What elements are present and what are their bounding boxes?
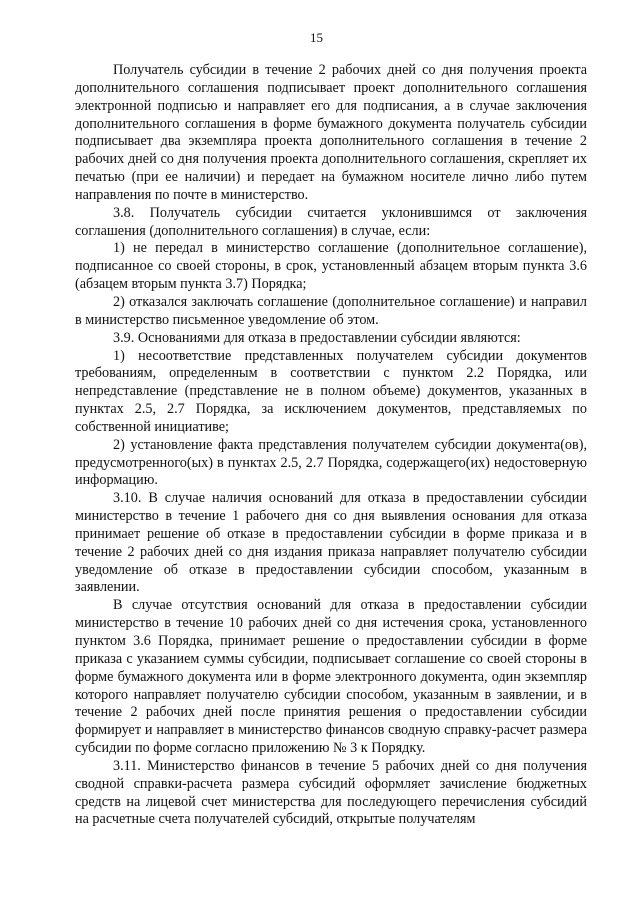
paragraph-3-9-item-1: 1) несоответствие представленных получателем субсидии документов требованиям, определенным в соответствии с пунктом 2.2 Порядка, или непредставление (представление не в полном объеме) документов, указанных в пунктах 2.5, 2.7 Порядка, за исключением документов, представляемых по собственной инициативе; [75, 347, 587, 435]
page-number: 15 [310, 30, 323, 45]
paragraph-3-11: 3.11. Министерство финансов в течение 5 рабочих дней со дня получения сводной справки-расчета размера субсидий оформляет зачисление бюджетных средств на лицевой счет министерства для последующего перечисления субсидий на расчетные счета получателей субсидий, открытые получателям [75, 757, 587, 828]
paragraph-3-9-heading: 3.9. Основаниями для отказа в предоставлении субсидии являются: [113, 329, 521, 346]
document-body [75, 62, 587, 829]
paragraph-3-10-no-grounds: В случае отсутствия оснований для отказа в предоставлении субсидии министерство в течение 10 рабочих дней со дня истечения срока, установленного пунктом 3.6 Порядка, принимает решение о предоставлении субсидии в форме приказа с указанием суммы субсидии, подписывает соглашение со своей стороны в форме бумажного документа или в форме электронного документа, один экземпляр которого направляет получателю субсидии способом, указанным в заявлении, и в течение 2 рабочих дней после принятия решения о предоставлении субсидии формирует и направляет в министерство финансов сводную справку-расчет размера субсидии по форме согласно приложению № 3 к Порядку. [75, 597, 587, 757]
paragraph-3-8-item-1: 1) не передал в министерство соглашение (дополнительное соглашение), подписанное со своей стороны, в срок, установленный абзацем вторым пункта 3.6 (абзацем вторым пункта 3.7) Порядка; [75, 240, 587, 293]
paragraph-3-8-item-2: 2) отказался заключать соглашение (дополнительное соглашение) и направил в министерство письменное уведомление об этом. [75, 293, 587, 328]
paragraph-3-8-heading: 3.8. Получатель субсидии считается уклонившимся от заключения соглашения (дополнительного соглашения) в случае, если: [75, 204, 587, 239]
paragraph-3-10: 3.10. В случае наличия оснований для отказа в предоставлении субсидии министерство в течение 1 рабочего дня со дня выявления основания для отказа принимает решение об отказе в предоставлении субсидии в форме приказа и в течение 2 рабочих дней со дня издания приказа направляет получателю субсидии уведомление об отказе в предоставлении субсидии способом, указанным в заявлении. [75, 490, 587, 596]
paragraph-3-9-item-2: 2) установление факта представления получателем субсидии документа(ов), предусмотренного(ых) в пунктах 2.5, 2.7 Порядка, содержащего(их) недостоверную информацию. [75, 436, 587, 489]
paragraph-signing-additional-agreement: Получатель субсидии в течение 2 рабочих дней со дня получения проекта дополнительного соглашения подписывает проект дополнительного соглашения электронной подписью и направляет его для подписания, а в случае заключения дополнительного соглашения в форме бумажного документа получатель субсидии подписывает два экземпляра проекта дополнительного соглашения в течение 2 рабочих дней со дня получения проекта дополнительного соглашения, скрепляет их печатью (при ее наличии) и передает на бумажном носителе лично либо путем направления по почте в министерство. [75, 62, 587, 203]
